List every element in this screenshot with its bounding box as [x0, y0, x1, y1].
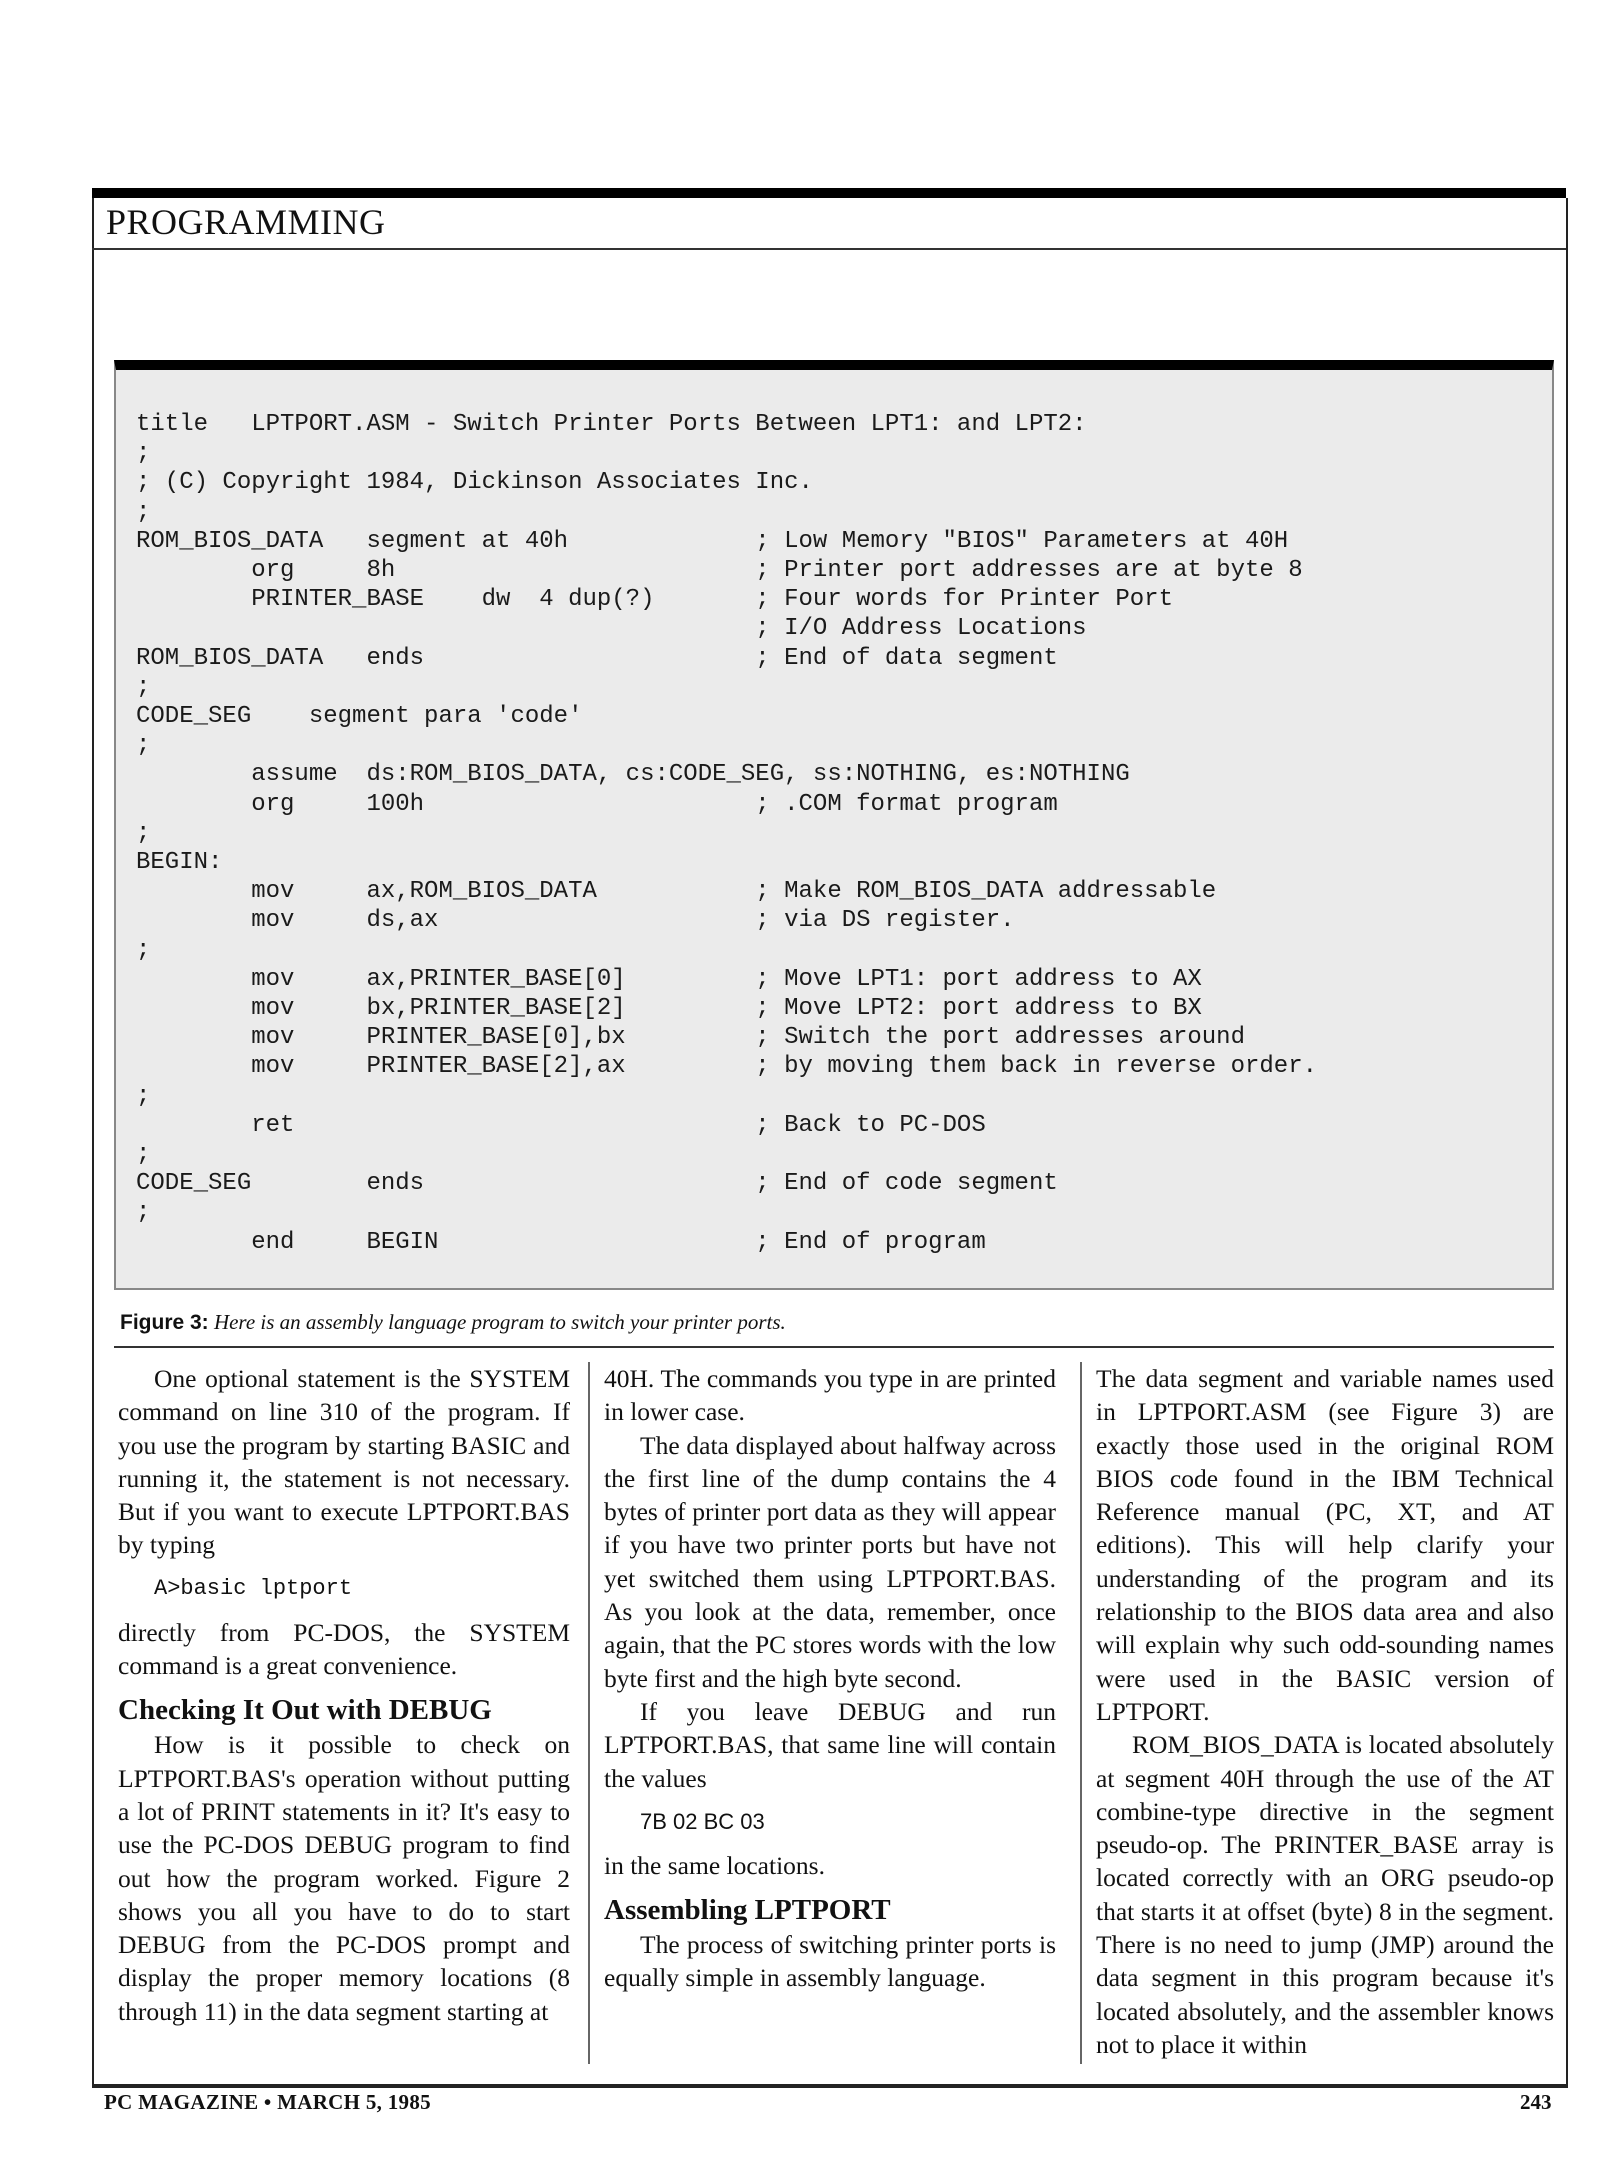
code-line: org 100h ; .COM format program — [136, 790, 1058, 818]
footer-rule — [92, 2084, 1566, 2086]
paragraph: The data segment and variable names used in LPTPORT.ASM (see Figure 3) are exactly those used in the original ROM BIOS code found in the IBM Technical Reference manual (PC, XT, and AT editions). This will help clarify your understanding of the program and its relationship to the BIOS data area and also will explain why such odd-sounding names were used in the BASIC version of LPTPORT. — [1096, 1364, 1554, 1726]
paragraph: The data displayed about halfway across the first line of the dump contains the 4 bytes of printer port data as they will appear if you have two printer ports but have not yet switched them using LPTPORT.BAS. As you look at the data, remember, once again, that the PC stores words with the low byte first and the high byte second. — [604, 1430, 1056, 1693]
column-3 — [1096, 1362, 1554, 2062]
code-line: mov PRINTER_BASE[2],ax ; by moving them back in reverse order. — [136, 1053, 1317, 1081]
code-line: ; — [136, 732, 151, 760]
code-line: ; — [136, 498, 151, 526]
code-line: ; I/O Address Locations — [136, 615, 1087, 643]
code-line: PRINTER_BASE dw 4 dup(?) ; Four words for Printer Port — [136, 586, 1173, 614]
column-divider — [1080, 1362, 1082, 2064]
code-line: mov ax,PRINTER_BASE[0] ; Move LPT1: port address to AX — [136, 965, 1202, 993]
code-line: ; — [136, 936, 151, 964]
code-line: ROM_BIOS_DATA ends ; End of data segment — [136, 644, 1058, 672]
code-line: assume ds:ROM_BIOS_DATA, cs:CODE_SEG, ss:NOTHING, es:NOTHING — [136, 761, 1130, 789]
page-number: 243 — [1520, 2090, 1552, 2114]
paragraph: directly from PC-DOS, the SYSTEM command is a great convenience. — [118, 1617, 570, 1681]
code-line: org 8h ; Printer port addresses are at byte 8 — [136, 557, 1303, 585]
title-rule — [92, 248, 1566, 250]
top-rule — [92, 188, 1566, 198]
code-line: ret ; Back to PC-DOS — [136, 1111, 986, 1139]
code-line: BEGIN: — [136, 849, 223, 877]
code-listing — [136, 410, 1317, 1257]
code-line: title LPTPORT.ASM - Switch Printer Ports Between LPT1: and LPT2: — [136, 411, 1087, 438]
code-line: ; — [136, 1141, 151, 1169]
paragraph: If you leave DEBUG and run LPTPORT.BAS, that same line will contain the values — [604, 1696, 1056, 1793]
code-example: 7B 02 BC 03 — [640, 1808, 765, 1834]
paragraph: The process of switching printer ports is equally simple in assembly language. — [604, 1930, 1056, 1993]
column-divider — [588, 1362, 590, 2064]
code-line: ; — [136, 673, 151, 701]
code-line: ; — [136, 1082, 151, 1110]
code-line: end BEGIN ; End of program — [136, 1228, 986, 1256]
caption-text: Here is an assembly language program to switch your printer ports. — [213, 1310, 786, 1334]
code-line: ; — [136, 1199, 151, 1227]
caption-label: Figure 3: — [120, 1311, 209, 1334]
code-example: A>basic lptport — [154, 1575, 353, 1601]
section-title: PROGRAMMING — [106, 202, 386, 242]
figure-caption — [120, 1310, 786, 1335]
paragraph: 40H. The commands you type in are printed in lower case. — [604, 1364, 1056, 1427]
code-line: mov ax,ROM_BIOS_DATA ; Make ROM_BIOS_DATA addressable — [136, 878, 1217, 906]
code-line: ; (C) Copyright 1984, Dickinson Associates Inc. — [136, 469, 813, 497]
paragraph: One optional statement is the SYSTEM command on line 310 of the program. If you use the program by starting BASIC and running it, the statement is not necessary. But if you want to execute LPTPORT.BAS by typing — [118, 1364, 570, 1560]
subheading: Assembling LPTPORT — [604, 1894, 891, 1927]
code-line: mov PRINTER_BASE[0],bx ; Switch the port addresses around — [136, 1024, 1245, 1052]
paragraph: How is it possible to check on LPTPORT.BAS's operation without putting a lot of PRINT statements in it? It's easy to use the PC-DOS DEBUG program to find out how the program worked. Figure 2 shows you all you have to do to start DEBUG from the PC-DOS prompt and display the proper memory locations (8 through 11) in the data segment starting at — [118, 1730, 570, 2026]
code-line: CODE_SEG ends ; End of code segment — [136, 1170, 1058, 1198]
code-line: ; — [136, 819, 151, 847]
paragraph: ROM_BIOS_DATA is located absolutely at segment 40H through the use of the AT combine-type directive in the segment pseudo-op. The PRINTER_BASE array is located correctly with an ORG pseudo-op that starts it at offset (byte) 8 in the segment. There is no need to jump (JMP) around the data segment in this program because it's located absolutely, and the assembler knows not to place it within — [1096, 1730, 1554, 2059]
column-2 — [604, 1362, 1056, 2062]
code-line: ROM_BIOS_DATA segment at 40h ; Low Memory "BIOS" Parameters at 40H — [136, 527, 1289, 555]
code-line: mov ds,ax ; via DS register. — [136, 907, 1015, 935]
paragraph: in the same locations. — [604, 1850, 825, 1880]
caption-rule — [114, 1346, 1554, 1348]
code-line: mov bx,PRINTER_BASE[2] ; Move LPT2: port address to BX — [136, 995, 1202, 1023]
code-line: ; — [136, 440, 151, 468]
subheading: Checking It Out with DEBUG — [118, 1694, 492, 1727]
code-line: CODE_SEG segment para 'code' — [136, 703, 583, 731]
column-1 — [118, 1362, 570, 2062]
publication-footer: PC MAGAZINE • MARCH 5, 1985 — [104, 2090, 431, 2114]
